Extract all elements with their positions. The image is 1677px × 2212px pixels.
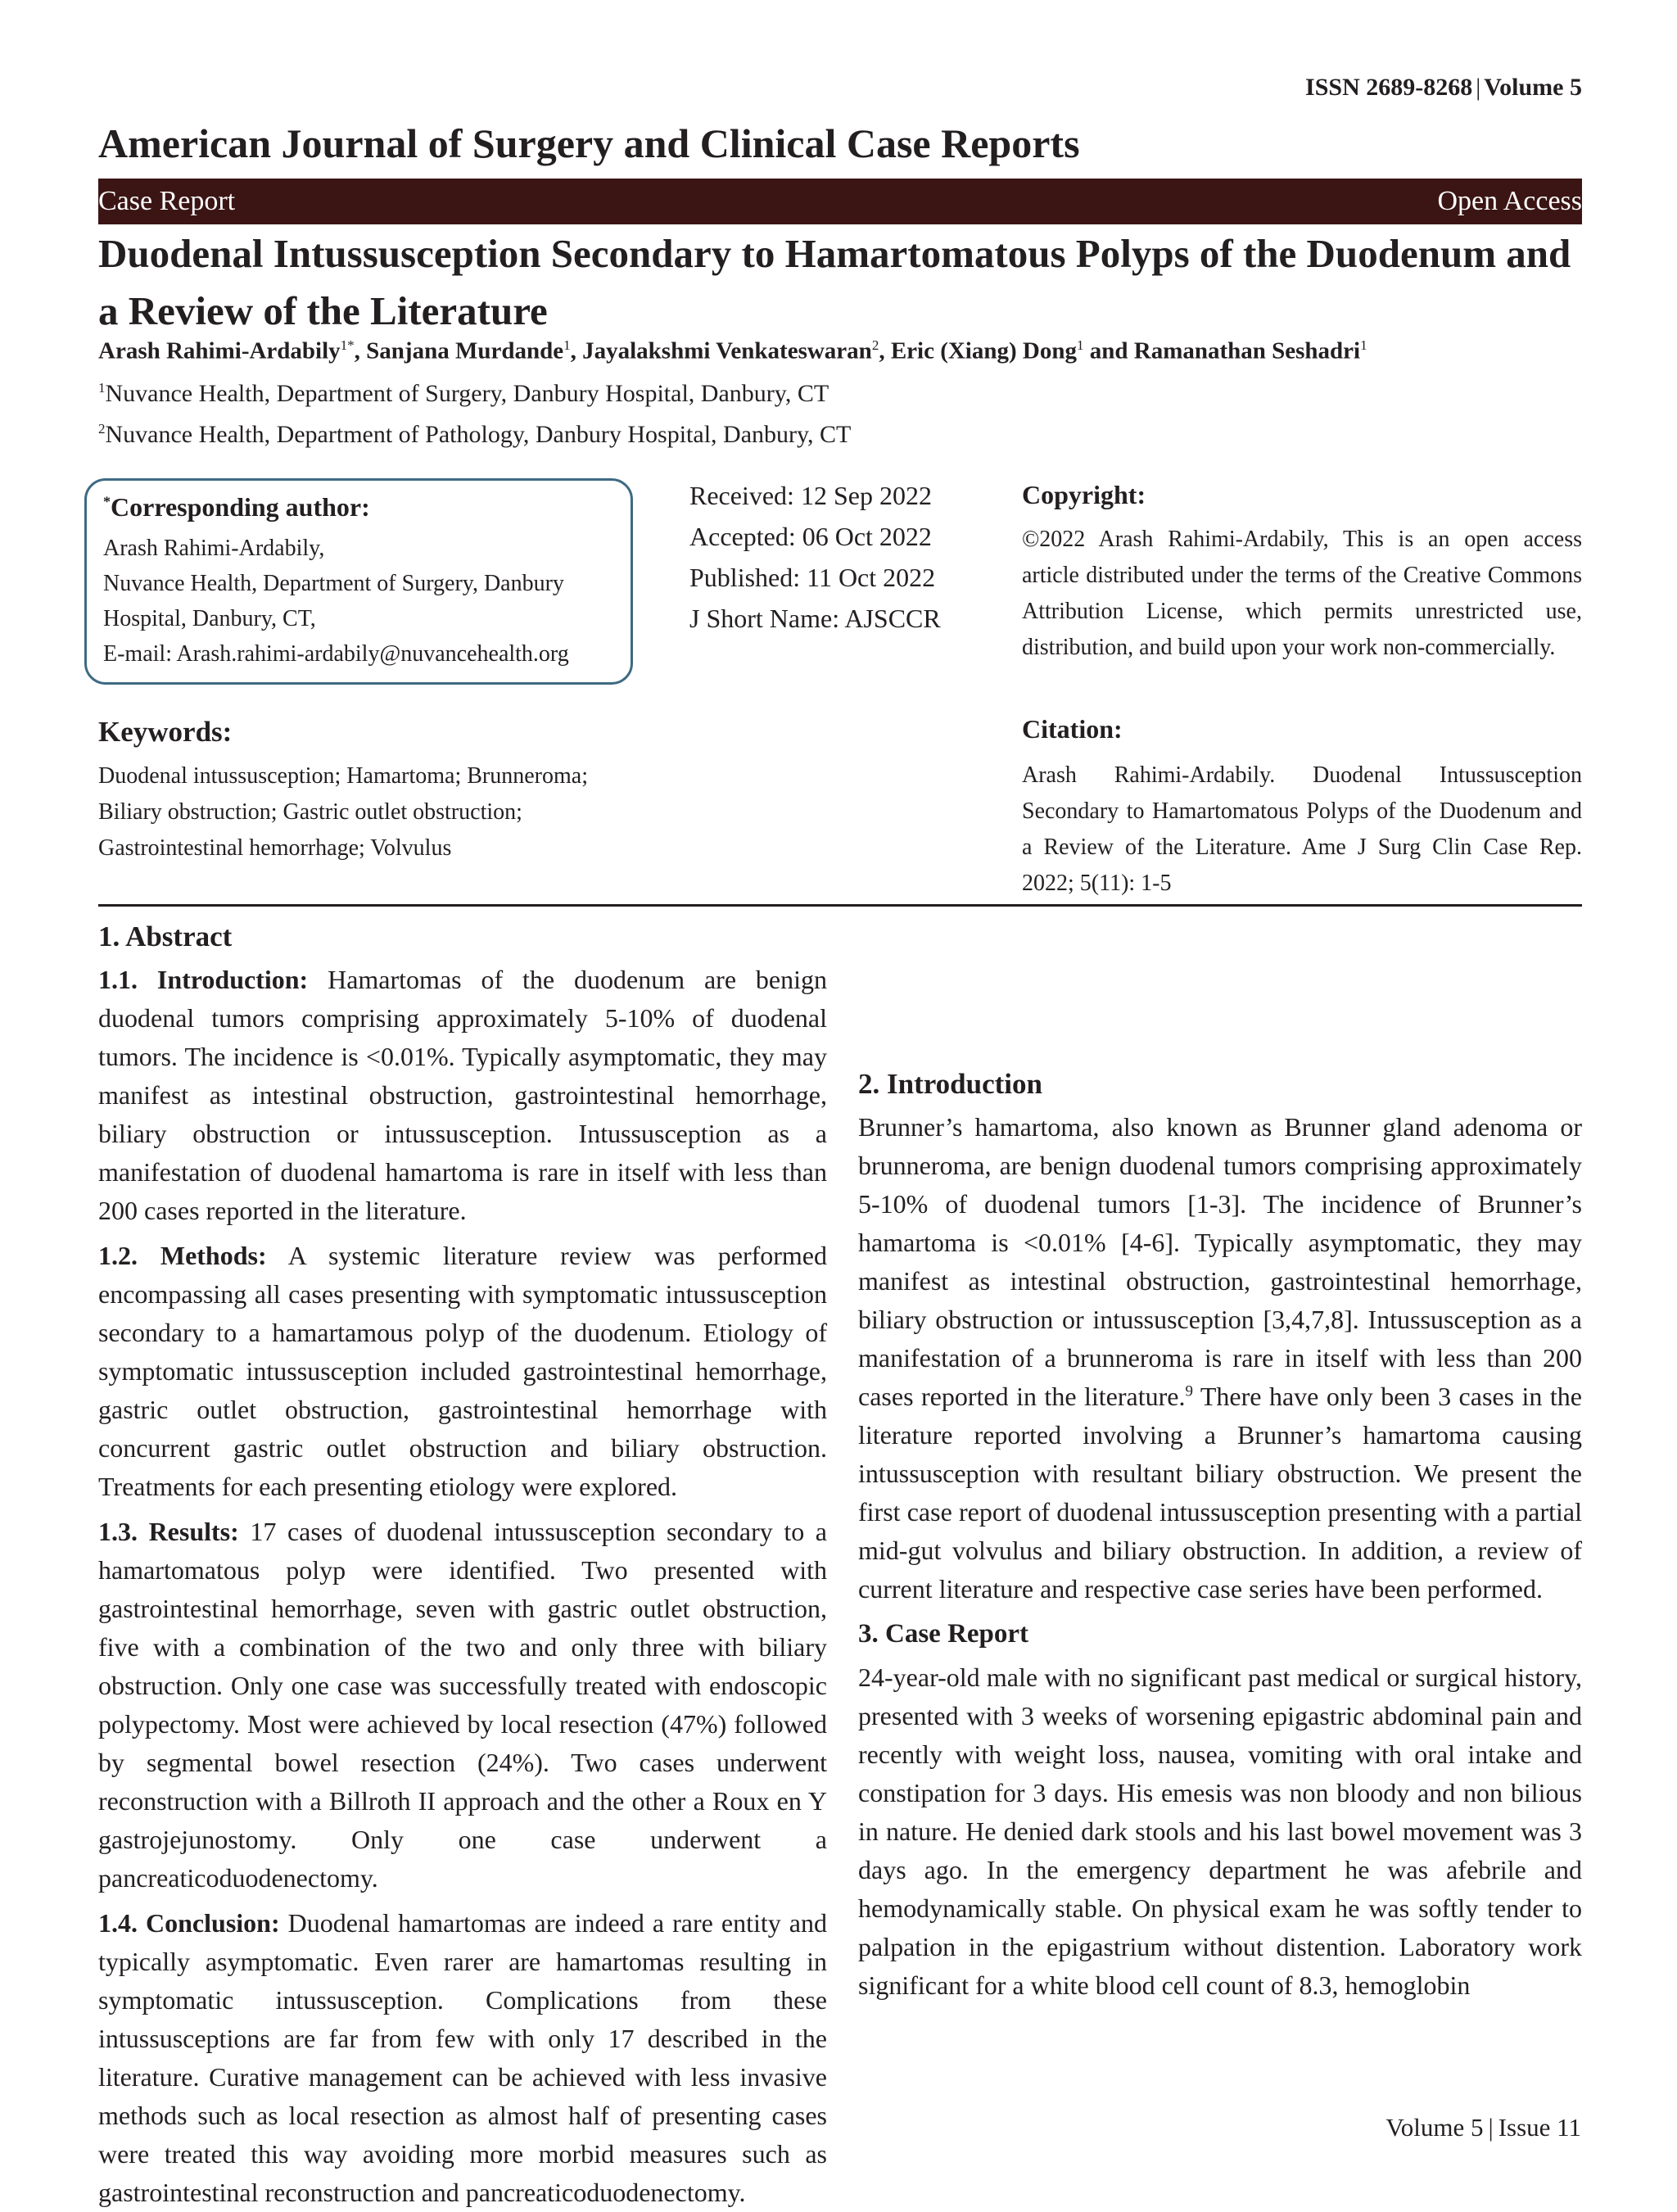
author-separator: , — [570, 337, 583, 364]
author-name: Eric (Xiang) Dong — [890, 337, 1077, 364]
abstract-results — [98, 1513, 827, 1898]
corresponding-heading-text: Corresponding author: — [111, 492, 370, 522]
journal-short-name: J Short Name: AJSCCR — [689, 604, 941, 633]
author-affil-sup: 1 — [563, 337, 571, 353]
open-access-label: Open Access — [1437, 186, 1582, 216]
affiliation-text: Nuvance Health, Department of Surgery, Danbury Hospital, Danbury, CT — [105, 380, 829, 407]
author-separator: , — [879, 337, 891, 364]
footer-volume: Volume 5 — [1385, 2113, 1484, 2142]
issn-volume-line — [1305, 74, 1582, 102]
introduction-text-b: There have only been 3 cases in the literature reported involving a Brunner’s hamartoma causing intussusception with resultant biliary obstruction. We present the first case report of duodenal intussusception presenting with a partial mid-gut volvulus and biliary obstruction. In addition, a review of current literature and respective case series have been performed. — [858, 1382, 1582, 1604]
keywords-line: Gastrointestinal hemorrhage; Volvulus — [98, 835, 452, 861]
footer-issue: Issue 11 — [1498, 2113, 1581, 2142]
author-separator: and — [1083, 337, 1134, 364]
introduction-paragraph — [858, 1108, 1582, 1608]
copyright-heading: Copyright: — [1022, 480, 1146, 509]
issn-separator: | — [1476, 74, 1481, 101]
citation-text: Arash Rahimi-Ardabily. Duodenal Intussusception Secondary to Hamartomatous Polyps of the Duodenum and a Review of the Literature. Ame J Surg Clin Case Rep. 2022; 5(11): 1-5 — [1022, 762, 1582, 896]
corresponding-star: * — [103, 493, 111, 510]
abstract-results-label: 1.3. Results: — [98, 1517, 239, 1546]
affiliation-2 — [98, 421, 851, 449]
abstract-results-text: 17 cases of duodenal intussusception secondary to a hamartomatous polyp were identified. Two presented with gastrointestinal hemorrhage, seven with gastric outlet obstruction, five with a combination of the two and only three with biliary obstruction. Only one case was successfully treated with endoscopic polypectomy. Most were achieved by local resection (47%) followed by segmental bowel resection (24%). Two cases underwent reconstruction with a Billroth II approach and the other a Roux en Y gastrojejunostomy. Only one case underwent a pancreaticoduodenectomy. — [98, 1517, 828, 1893]
abstract-methods — [98, 1237, 827, 1506]
affiliation-1 — [98, 380, 829, 408]
introduction-text-a: Brunner’s hamartoma, also known as Brunner gland adenoma or brunneroma, are benign duodenal tumors comprising approximately 5-10% of duodenal tumors [1-3]. The incidence of Brunner’s hamartoma is <0.01% [4-6]. Typically asymptomatic, they may manifest as intestinal obstruction, gastrointestinal hemorrhage, biliary obstruction or intussusception [3,4,7,8]. Intussusception as a manifestation of a brunneroma is rare in itself with less than 200 cases reported in the literature. — [858, 1112, 1582, 1411]
abstract-conclusion-label: 1.4. Conclusion: — [98, 1908, 280, 1938]
article-type: Case Report — [98, 186, 236, 216]
header-volume: Volume 5 — [1484, 74, 1582, 101]
abstract-conclusion-text: Duodenal hamartomas are indeed a rare entity and typically asymptomatic. Even rarer are hamartomas resulting in symptomatic intussusception. Complications from these intussusceptions are far from few with only 17 described in the literature. Curative management can be achieved with less invasive methods such as local resection as almost half of presenting cases were treated this way avoiding more morbid measures such as gastrointestinal reconstruction and pancreaticoduodenectomy. — [98, 1908, 828, 2207]
citation-heading: Citation: — [1022, 714, 1123, 744]
issn-text: ISSN 2689-8268 — [1305, 74, 1473, 101]
introduction-ref-sup: 9 — [1185, 1382, 1193, 1400]
author-name: Arash Rahimi-Ardabily — [98, 337, 341, 364]
keywords-line: Biliary obstruction; Gastric outlet obstruction; — [98, 799, 522, 825]
abstract-methods-text: A systemic literature review was performed encompassing all cases presenting with symptomatic intussusception secondary to a hamartamous polyp of the duodenum. Etiology of symptomatic intussusception included gastrointestinal hemorrhage, gastric outlet obstruction, gastrointestinal hemorrhage with concurrent gastric outlet obstruction and biliary obstruction. Treatments for each presenting etiology were explored. — [98, 1241, 828, 1501]
author-affil-sup: 1 — [1076, 337, 1084, 353]
author-affil-sup: 2 — [871, 337, 879, 353]
article-dates — [689, 475, 941, 639]
author-affil-sup: 1* — [340, 337, 355, 353]
corresponding-author-box — [84, 478, 633, 685]
abstract-heading: 1. Abstract — [98, 921, 233, 952]
published-date: Published: 11 Oct 2022 — [689, 563, 936, 592]
author-affil-sup: 1 — [1360, 337, 1367, 353]
keywords-line: Duodenal intussusception; Hamartoma; Brunneroma; — [98, 763, 588, 789]
case-report-paragraph: 24-year-old male with no significant past medical or surgical history, presented with 3 weeks of worsening epigastric abdominal pain and recently with weight loss, nausea, vomiting with oral intake and constipation for 3 days. His emesis was non bloody and non bilious in nature. He denied dark stools and his last bowel movement was 3 days ago. In the emergency department he was afebrile and hemodynamically stable. On physical exam he was softly tender to palpation in the epigastrium without distention. Laboratory work significant for a white blood cell count of 8.3, hemoglobin — [858, 1662, 1582, 2000]
corresponding-author-heading — [103, 492, 614, 522]
affiliation-sup: 2 — [98, 421, 106, 437]
page-footer — [1385, 2113, 1581, 2142]
article-title: Duodenal Intussusception Secondary to Hamartomatous Polyps of the Duodenum and a Review of the Literature — [98, 231, 1571, 333]
corresponding-line: Hospital, Danbury, CT, — [103, 606, 316, 631]
corresponding-line: Nuvance Health, Department of Surgery, Danbury — [103, 571, 564, 596]
abstract-intro-text: Hamartomas of the duodenum are benign duodenal tumors comprising approximately 5-10% of duodenal tumors. The incidence is <0.01%. Typically asymptomatic, they may manifest as intestinal obstruction, gastrointestinal hemorrhage, biliary obstruction or intussusception. Intussusception as a manifestation of duodenal hamartoma is rare in itself with less than 200 cases reported in the literature. — [98, 965, 828, 1225]
received-date: Received: 12 Sep 2022 — [689, 481, 932, 510]
abstract-methods-label: 1.2. Methods: — [98, 1241, 267, 1270]
corresponding-email[interactable]: E-mail: Arash.rahimi-ardabily@nuvancehealth.org — [103, 641, 569, 667]
left-column — [98, 917, 828, 2207]
author-name: Ramanathan Seshadri — [1133, 337, 1361, 364]
abstract-intro-label: 1.1. Introduction: — [98, 965, 309, 994]
abstract-introduction — [98, 961, 827, 1230]
author-separator: , — [354, 337, 367, 364]
footer-separator: | — [1488, 2113, 1494, 2142]
section-divider — [98, 904, 1582, 907]
affiliation-text: Nuvance Health, Department of Pathology, Danbury Hospital, Danbury, CT — [105, 421, 852, 448]
keywords-list — [98, 758, 655, 866]
corresponding-line: Arash Rahimi-Ardabily, — [103, 536, 325, 561]
article-type-bar — [98, 179, 1582, 224]
affiliation-sup: 1 — [98, 380, 106, 396]
case-report-heading: 3. Case Report — [858, 1619, 1029, 1649]
copyright-text: ©2022 Arash Rahimi-Ardabily, This is an open access article distributed under the terms of the Creative Commons Attribution License, which permits unrestricted use, distribution, and build upon your work non-commercially. — [1022, 527, 1582, 660]
introduction-heading: 2. Introduction — [858, 1068, 1042, 1100]
accepted-date: Accepted: 06 Oct 2022 — [689, 522, 932, 551]
abstract-conclusion — [98, 1904, 827, 2212]
author-name: Sanjana Murdande — [366, 337, 564, 364]
keywords-heading: Keywords: — [98, 716, 233, 748]
author-name: Jayalakshmi Venkateswaran — [582, 337, 872, 364]
journal-title: American Journal of Surgery and Clinical Case Reports — [98, 120, 1080, 166]
right-column — [858, 1065, 1582, 2097]
author-list — [98, 337, 1597, 365]
